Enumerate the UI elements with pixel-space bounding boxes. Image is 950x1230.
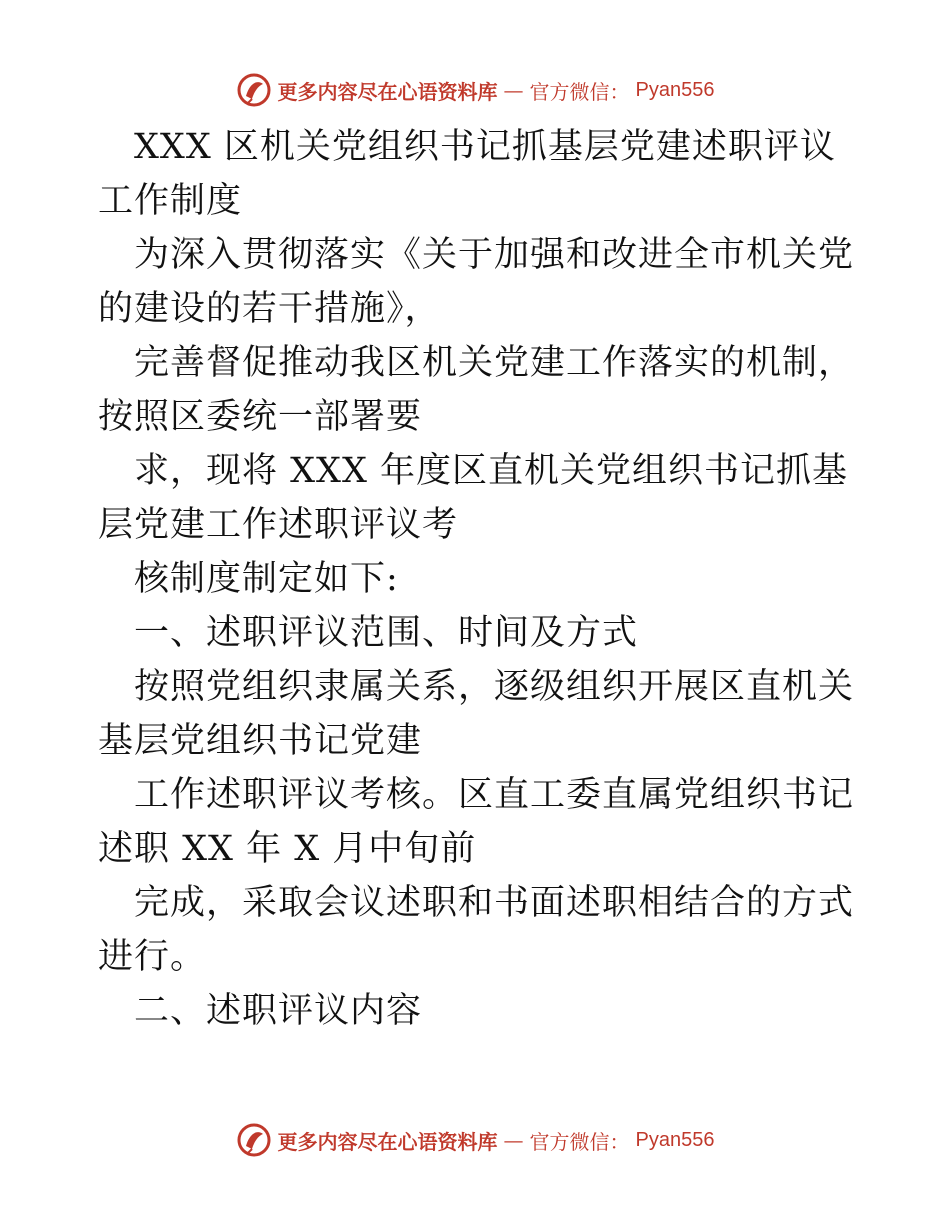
paragraph: 核制度制定如下: bbox=[134, 559, 399, 599]
footer-banner bbox=[0, 1120, 950, 1160]
banner-official-label: 官方微信： bbox=[529, 79, 630, 104]
logo-icon bbox=[236, 1122, 272, 1158]
header-banner bbox=[0, 70, 950, 110]
banner-tagline: 更多内容尽在心语资料库 bbox=[277, 79, 498, 104]
paragraph: 为深入贯彻落实《关于加强和改进全市机关党的建设的若干措施》， bbox=[98, 235, 855, 329]
banner-wechat-id: Pyan556 bbox=[635, 1128, 715, 1151]
banner-official-label: 官方微信： bbox=[529, 1129, 630, 1154]
paragraph: 完善督促推动我区机关党建工作落实的机制，按照区委统一部署要 bbox=[98, 343, 855, 437]
paragraph: 工作述职评议考核。区直工委直属党组织书记述职 XX 年 X 月中旬前 bbox=[98, 775, 855, 869]
banner-tagline: 更多内容尽在心语资料库 bbox=[277, 1129, 498, 1154]
document-title: XXX 区机关党组织书记抓基层党建述职评议工作制度 bbox=[98, 127, 836, 221]
document-body bbox=[98, 120, 854, 1038]
paragraph: 按照党组织隶属关系，逐级组织开展区直机关基层党组织书记党建 bbox=[98, 667, 855, 761]
logo-icon bbox=[236, 72, 272, 108]
section-heading: 二、述职评议内容 bbox=[134, 991, 423, 1031]
paragraph: 求，现将 XXX 年度区直机关党组织书记抓基层党建工作述职评议考 bbox=[98, 451, 849, 545]
banner-separator: — bbox=[503, 1128, 524, 1152]
banner-wechat-id: Pyan556 bbox=[635, 78, 715, 101]
banner-separator: — bbox=[503, 78, 524, 102]
paragraph: 完成，采取会议述职和书面述职相结合的方式进行。 bbox=[98, 883, 855, 977]
section-heading: 一、述职评议范围、时间及方式 bbox=[134, 613, 639, 653]
